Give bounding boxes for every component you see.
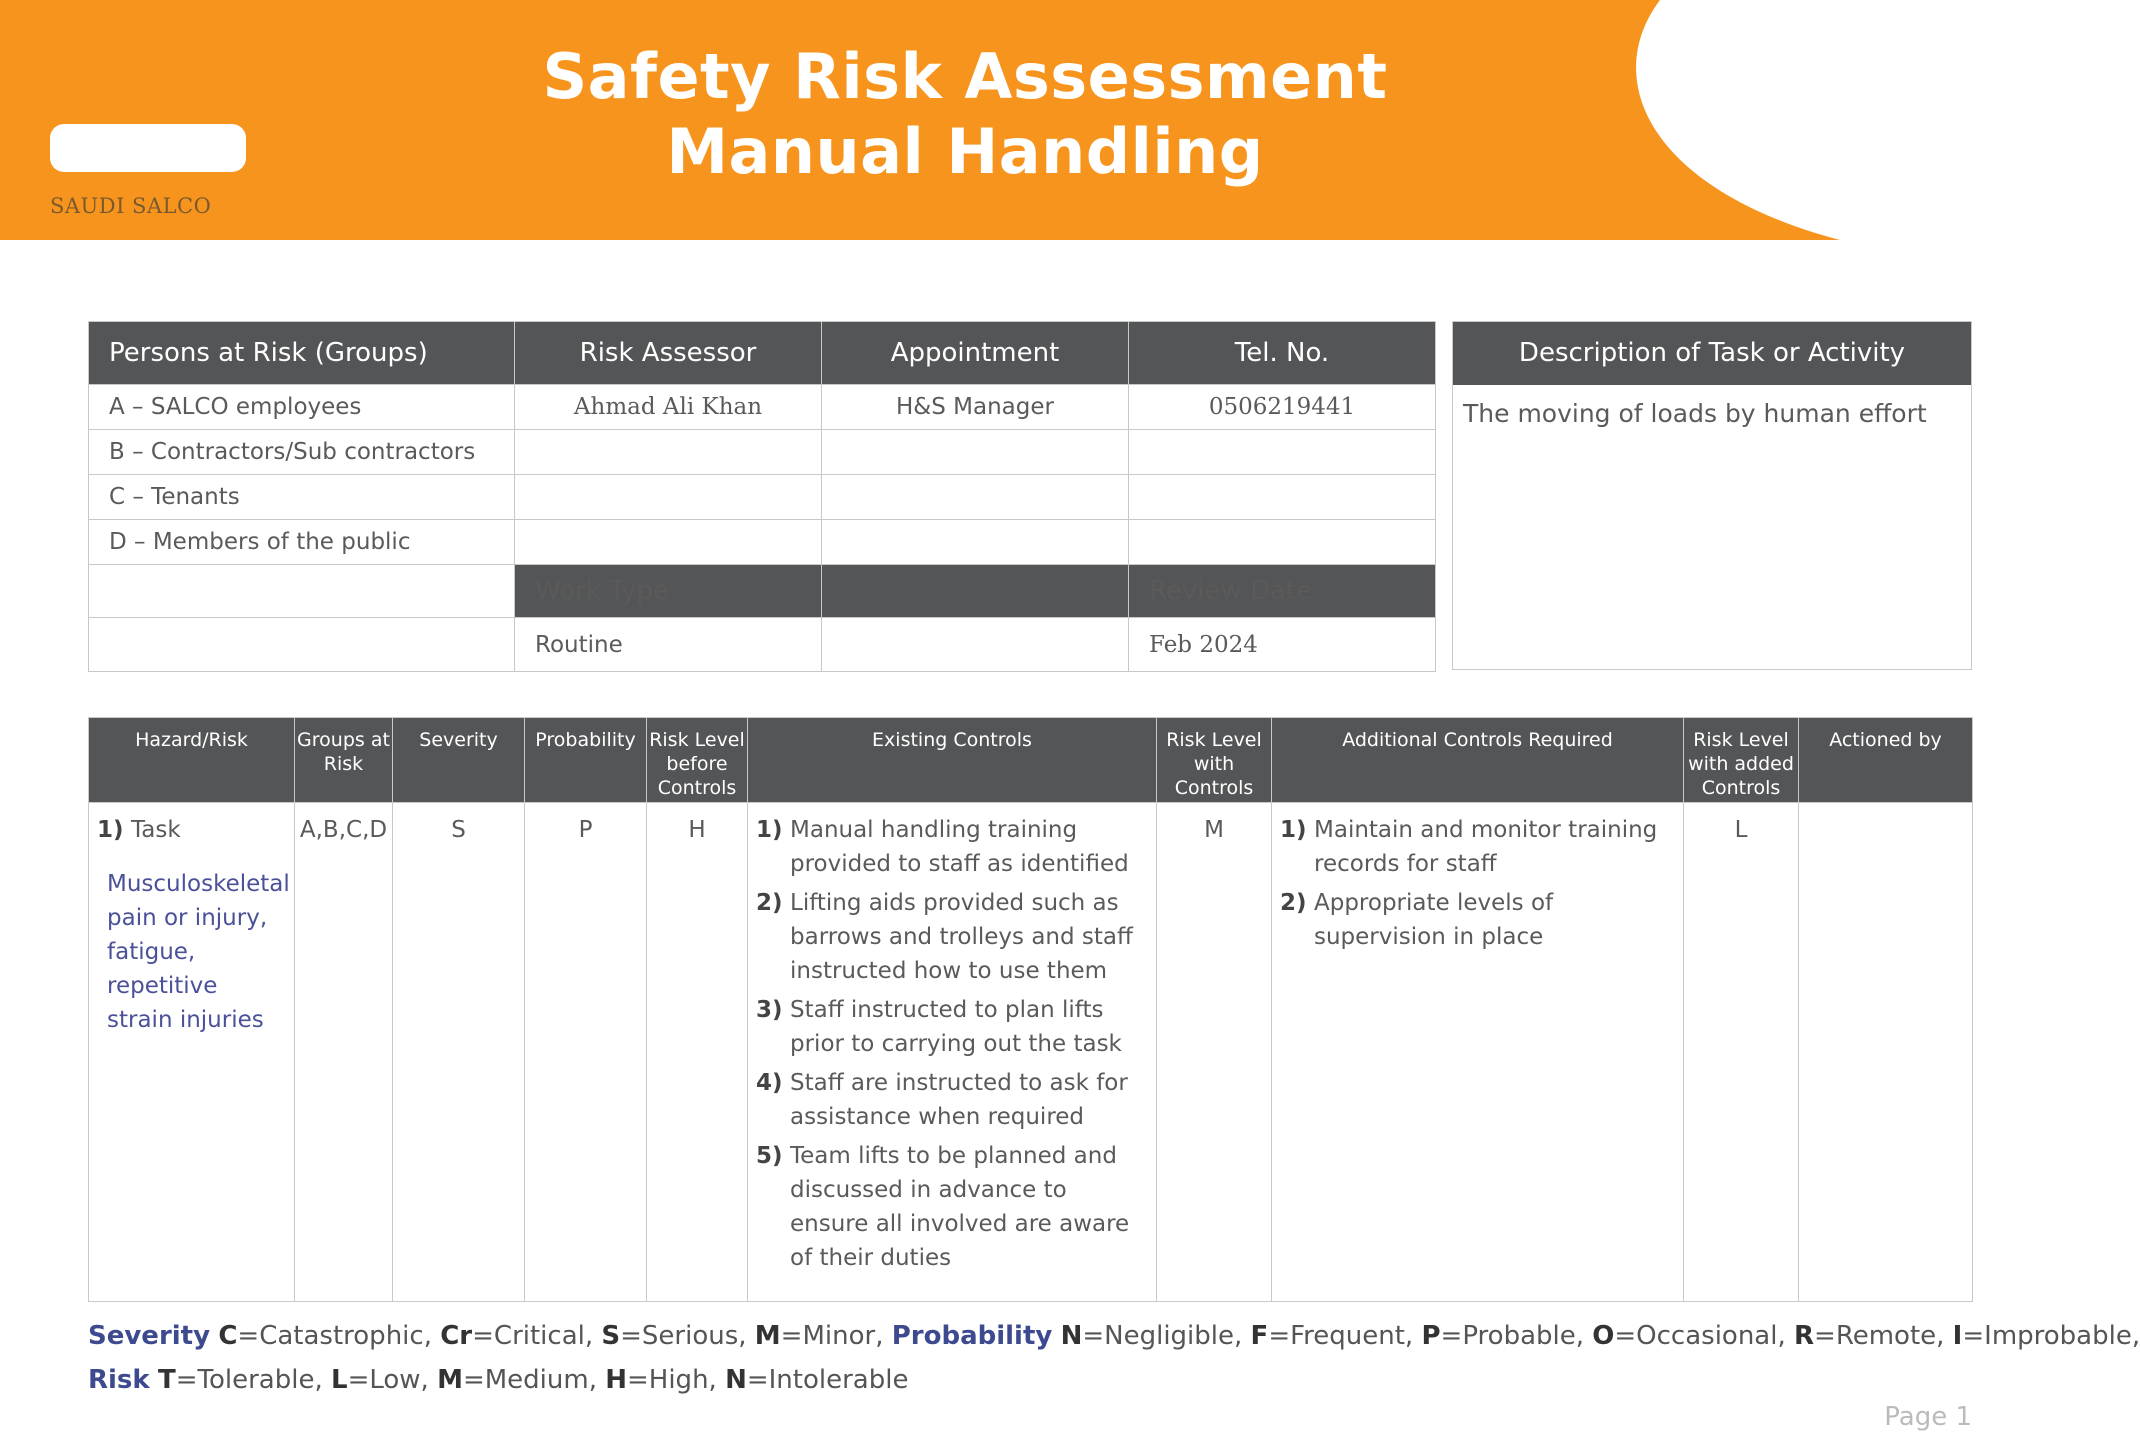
description-value: The moving of loads by human effort <box>1463 399 1927 428</box>
list-item: 5) Team lifts to be planned and discussed in advance to ensure all involved are aware of their duties <box>756 1143 1130 1271</box>
review-date-value: Feb 2024 <box>1129 618 1436 672</box>
tel-header: Tel. No. <box>1129 322 1436 385</box>
existing-controls-cell <box>748 803 1157 1302</box>
work-type-value: Routine <box>515 618 822 672</box>
additional-controls-header: Additional Controls Required <box>1272 718 1684 803</box>
risk-legend-label: Risk <box>88 1365 150 1395</box>
legend-line-2: Risk T=Tolerable, L=Low, M=Medium, H=High, N=Intolerable <box>88 1365 909 1395</box>
list-item: 1) Manual handling training provided to staff as identified <box>756 817 1129 877</box>
description-header: Description of Task or Activity <box>1453 322 1971 385</box>
page-subtitle: Manual Handling <box>666 115 1264 188</box>
appointment-value: H&S Manager <box>822 385 1129 430</box>
hazard-description: Musculoskeletal pain or injury, fatigue, repetitive strain injuries <box>107 871 290 1033</box>
risk-added-header: Risk Level with added Controls <box>1684 718 1799 803</box>
group-c: C – Tenants <box>89 475 515 520</box>
severity-legend-label: Severity <box>88 1321 211 1351</box>
persons-header: Persons at Risk (Groups) <box>89 322 515 385</box>
table-row <box>89 803 1973 1302</box>
additional-controls-cell <box>1272 803 1684 1302</box>
hazard-header: Hazard/Risk <box>89 718 295 803</box>
assessment-info-table <box>88 321 1436 672</box>
risk-before-header: Risk Level before Controls <box>647 718 748 803</box>
probability-legend-label: Probability <box>891 1321 1053 1351</box>
appointment-header: Appointment <box>822 322 1129 385</box>
actioned-by-header: Actioned by <box>1799 718 1973 803</box>
list-item: 4) Staff are instructed to ask for assistance when required <box>756 1070 1128 1130</box>
group-a: A – SALCO employees <box>89 385 515 430</box>
group-d: D – Members of the public <box>89 520 515 565</box>
risk-with-header: Risk Level with Controls <box>1157 718 1272 803</box>
list-item: 1) Maintain and monitor training records for staff <box>1280 817 1658 877</box>
task-label: Task <box>131 817 181 843</box>
severity-cell: S <box>393 803 525 1302</box>
task-num: 1) <box>97 817 124 843</box>
probability-cell: P <box>525 803 647 1302</box>
description-box <box>1452 321 1972 670</box>
logo-text: SAUDI SALCO <box>50 194 212 218</box>
page-number: Page 1 <box>1884 1402 1972 1432</box>
tel-value: 0506219441 <box>1129 385 1436 430</box>
groups-header: Groups at Risk <box>295 718 393 803</box>
hazard-cell <box>89 803 295 1302</box>
assessor-header: Risk Assessor <box>515 322 822 385</box>
list-item: 2) Appropriate levels of supervision in place <box>1280 890 1554 950</box>
severity-header: Severity <box>393 718 525 803</box>
probability-header: Probability <box>525 718 647 803</box>
logo-mark <box>50 124 246 172</box>
review-date-header: Review Date <box>1129 565 1436 618</box>
assessor-value: Ahmad Ali Khan <box>515 385 822 430</box>
list-item: 2) Lifting aids provided such as barrows and trolleys and staff instructed how to use them <box>756 890 1133 984</box>
actioned-by-cell <box>1799 803 1973 1302</box>
risk-table <box>88 717 1973 1302</box>
risk-with-cell: M <box>1157 803 1272 1302</box>
existing-controls-header: Existing Controls <box>748 718 1157 803</box>
legend-line-1: Severity C=Catastrophic, Cr=Critical, S=Serious, M=Minor, Probability N=Negligible, F=Frequent, P=Probable, O=Occasional, R=Remote, I=Improbable, <box>88 1321 2140 1351</box>
list-item: 3) Staff instructed to plan lifts prior to carrying out the task <box>756 997 1122 1057</box>
page-title: Safety Risk Assessment <box>542 40 1388 113</box>
group-b: B – Contractors/Sub contractors <box>89 430 515 475</box>
risk-before-cell: H <box>647 803 748 1302</box>
groups-cell: A,B,C,D <box>295 803 393 1302</box>
work-type-header: Work Type <box>515 565 822 618</box>
risk-added-cell: L <box>1684 803 1799 1302</box>
